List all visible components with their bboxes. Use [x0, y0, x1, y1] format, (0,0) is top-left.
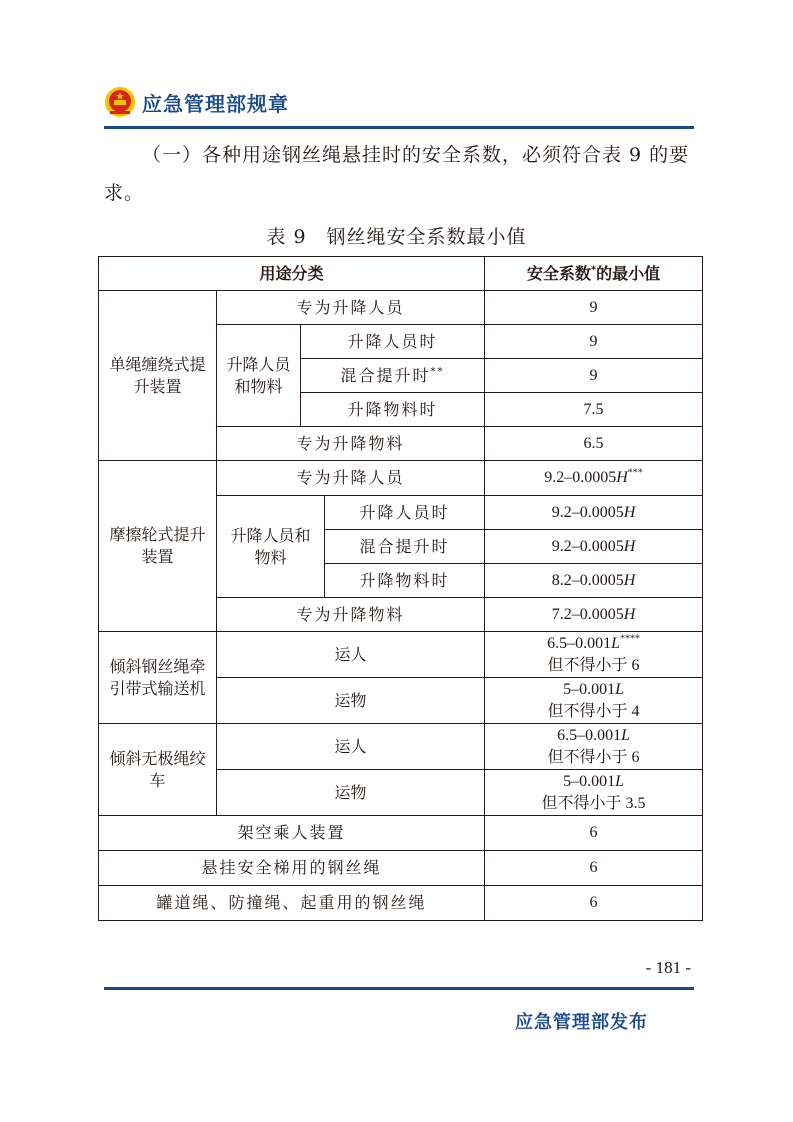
- table-row: [99, 632, 703, 678]
- row-label: 悬挂安全梯用的钢丝绳: [99, 851, 485, 886]
- table-row: [99, 816, 703, 851]
- group-label: 倾斜钢丝绳牵引带式输送机: [99, 632, 217, 724]
- group-label: 摩擦轮式提升装置: [99, 461, 217, 632]
- subgroup-label: 升降人员和物料: [217, 496, 325, 598]
- row-label: 专为升降人员: [217, 291, 485, 325]
- table-row: [99, 851, 703, 886]
- row-value: 8.2–0.0005H: [485, 564, 703, 598]
- row-value: 7.5: [485, 393, 703, 427]
- row-value: 9: [485, 325, 703, 359]
- row-label: 架空乘人装置: [99, 816, 485, 851]
- header-factor: 安全系数*的最小值: [485, 257, 703, 291]
- row-value: 6: [485, 816, 703, 851]
- row-value: 6.5: [485, 427, 703, 461]
- row-label: 专为升降物料: [217, 598, 485, 632]
- row-value: 9: [485, 291, 703, 325]
- footer-divider: [104, 987, 694, 990]
- row-label: 专为升降人员: [217, 461, 485, 496]
- row-value: 9: [485, 359, 703, 393]
- table-row: [99, 291, 703, 325]
- safety-factor-table: [98, 256, 703, 921]
- footer-publisher: 应急管理部发布: [515, 1012, 648, 1033]
- subgroup-label: 升降人员和物料: [217, 325, 301, 427]
- header-divider: [104, 126, 694, 129]
- national-emblem-icon: [104, 86, 136, 118]
- row-label: 运人: [217, 724, 485, 770]
- row-value: 6: [485, 886, 703, 921]
- row-value: 5–0.001L 但不得小于 3.5: [485, 770, 703, 816]
- row-label: 升降人员时: [325, 496, 485, 530]
- row-label: 升降人员时: [301, 325, 485, 359]
- group-label: 单绳缠绕式提升装置: [99, 291, 217, 461]
- row-label: 专为升降物料: [217, 427, 485, 461]
- table-row: [99, 724, 703, 770]
- header-use: 用途分类: [99, 257, 485, 291]
- table-header-row: [99, 257, 703, 291]
- row-value: 9.2–0.0005H***: [485, 461, 703, 496]
- row-label: 罐道绳、防撞绳、起重用的钢丝绳: [99, 886, 485, 921]
- row-value: 6: [485, 851, 703, 886]
- row-label: 混合提升时: [325, 530, 485, 564]
- row-label: 升降物料时: [301, 393, 485, 427]
- header-title: 应急管理部规章: [142, 91, 289, 116]
- row-value: 6.5–0.001L**** 但不得小于 6: [485, 632, 703, 678]
- row-value: 7.2–0.0005H: [485, 598, 703, 632]
- row-value: 9.2–0.0005H: [485, 496, 703, 530]
- row-value: 6.5–0.001L 但不得小于 6: [485, 724, 703, 770]
- body-paragraph: （一）各种用途钢丝绳悬挂时的安全系数，必须符合表 9 的要求。: [104, 144, 690, 204]
- table-title: 表 9 钢丝绳安全系数最小值: [266, 226, 527, 248]
- table-row: [99, 461, 703, 496]
- row-label: 升降物料时: [325, 564, 485, 598]
- page-number: - 181 -: [645, 958, 691, 977]
- row-label: 运人: [217, 632, 485, 678]
- row-label: 运物: [217, 770, 485, 816]
- page-header: [104, 82, 289, 122]
- row-value: 5–0.001L 但不得小于 4: [485, 678, 703, 724]
- group-label: 倾斜无极绳绞车: [99, 724, 217, 816]
- row-label: 混合提升时**: [301, 359, 485, 393]
- table-row: [99, 886, 703, 921]
- row-label: 运物: [217, 678, 485, 724]
- row-value: 9.2–0.0005H: [485, 530, 703, 564]
